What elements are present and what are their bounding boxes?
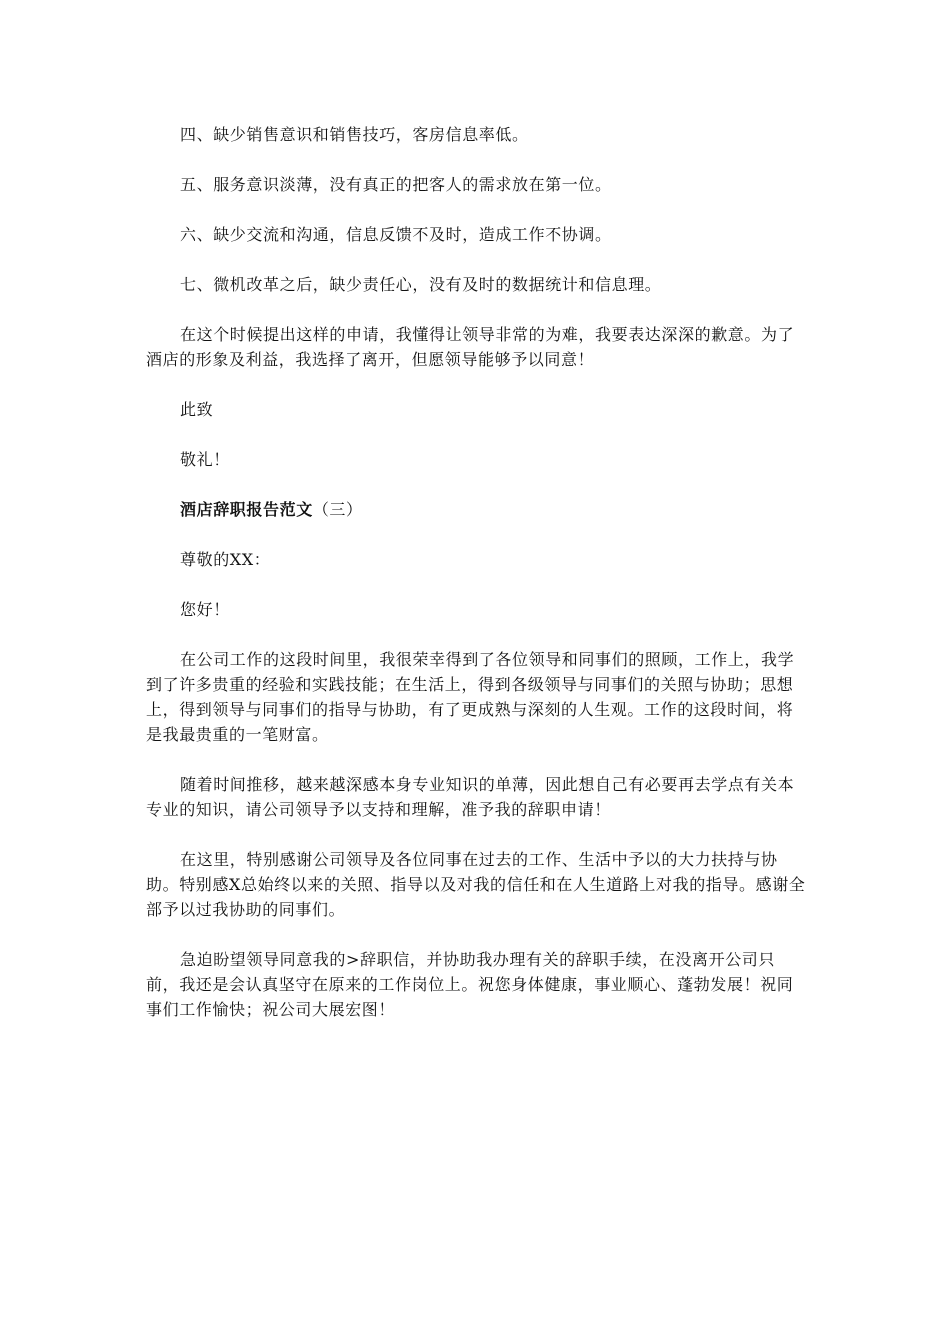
section-heading-title: 酒店辞职报告范文	[180, 500, 313, 519]
list-item-6: 六、缺少交流和沟通，信息反馈不及时，造成工作不协调。	[180, 225, 612, 244]
letter-greeting: 您好！	[180, 600, 230, 619]
list-item-7: 七、微机改革之后，缺少责任心，没有及时的数据统计和信息理。	[180, 275, 662, 294]
apology-paragraph: 在这个时候提出这样的申请，我懂得让领导非常的为难，我要表达深深的歉意。为了酒店的形象及利益，我选择了离开，但愿领导能够予以同意！	[146, 325, 795, 369]
letter-body-paragraph: 在公司工作的这段时间里，我很荣幸得到了各位领导和同事们的照顾，工作上，我学到了许多贵重的经验和实践技能；在生活上，得到各级领导与同事们的关照与协助；思想上，得到领导与同事们的指导与协助，有了更成熟与深刻的人生观。工作的这段时间，将是我最贵重的一笔财富。	[146, 650, 795, 744]
letter-body-paragraph: 随着时间推移，越来越深感本身专业知识的单薄，因此想自己有必要再去学点有关本专业的知识，请公司领导予以支持和理解，准予我的辞职申请！	[146, 775, 795, 819]
list-item-4: 四、缺少销售意识和销售技巧，客房信息率低。	[180, 125, 529, 144]
closing-salutation: 此致	[180, 400, 214, 419]
section-heading	[146, 497, 806, 522]
document-page	[146, 122, 806, 1047]
list-item-5: 五、服务意识淡薄，没有真正的把客人的需求放在第一位。	[180, 175, 612, 194]
letter-body-paragraph: 急迫盼望领导同意我的>辞职信，并协助我办理有关的辞职手续，在没离开公司只前，我还是会认真坚守在原来的工作岗位上。祝您身体健康，事业顺心、蓬勃发展！祝同事们工作愉快；祝公司大展宏图！	[146, 950, 794, 1019]
closing-regards: 敬礼！	[180, 450, 230, 469]
letter-addressee: 尊敬的XX：	[180, 550, 271, 569]
section-heading-suffix: （三）	[312, 500, 363, 519]
letter-body-paragraph: 在这里，特别感谢公司领导及各位同事在过去的工作、生活中予以的大力扶持与协助。特别感X总始终以来的关照、指导以及对我的信任和在人生道路上对我的指导。感谢全部予以过我协助的同事们。	[146, 850, 806, 919]
